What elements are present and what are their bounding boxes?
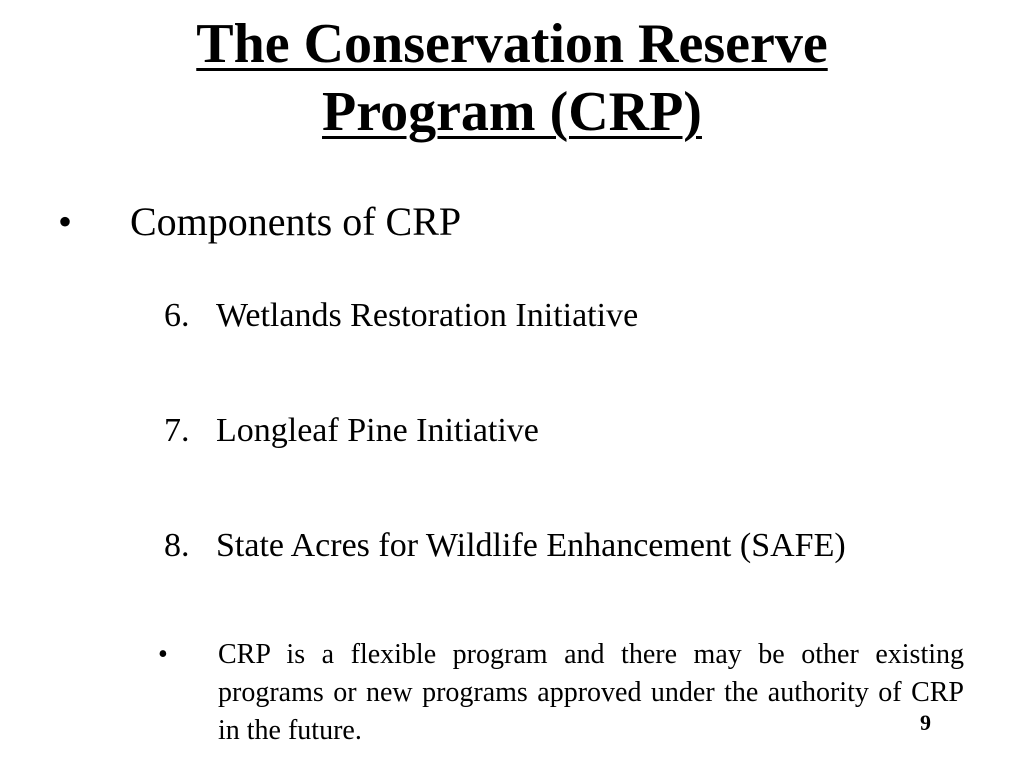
main-bullet	[58, 196, 461, 248]
slide-title	[0, 10, 1024, 146]
list-item-label: Wetlands Restoration Initiative	[216, 297, 639, 334]
list-item-number: 6.	[164, 297, 190, 334]
main-bullet-text: Components of CRP	[130, 199, 462, 244]
note-bullet	[158, 636, 964, 750]
list-item-8	[164, 526, 846, 566]
list-item-number: 8.	[164, 527, 190, 564]
slide-title-line-2: Program (CRP)	[322, 81, 702, 143]
slide-title-line-1: The Conservation Reserve	[196, 13, 828, 75]
list-item-label: Longleaf Pine Initiative	[216, 412, 539, 449]
list-item-7	[164, 411, 539, 451]
list-item-6	[164, 296, 638, 336]
list-item-number: 7.	[164, 412, 190, 449]
list-item-label: State Acres for Wildlife Enhancement (SAFE)	[216, 527, 846, 564]
note-text: CRP is a flexible program and there may be other existing programs or new programs approved under the authority of CRP in the future.	[218, 639, 964, 746]
page-number: 9	[920, 710, 931, 735]
bullet-symbol: •	[58, 199, 73, 244]
bullet-symbol: •	[158, 639, 168, 670]
